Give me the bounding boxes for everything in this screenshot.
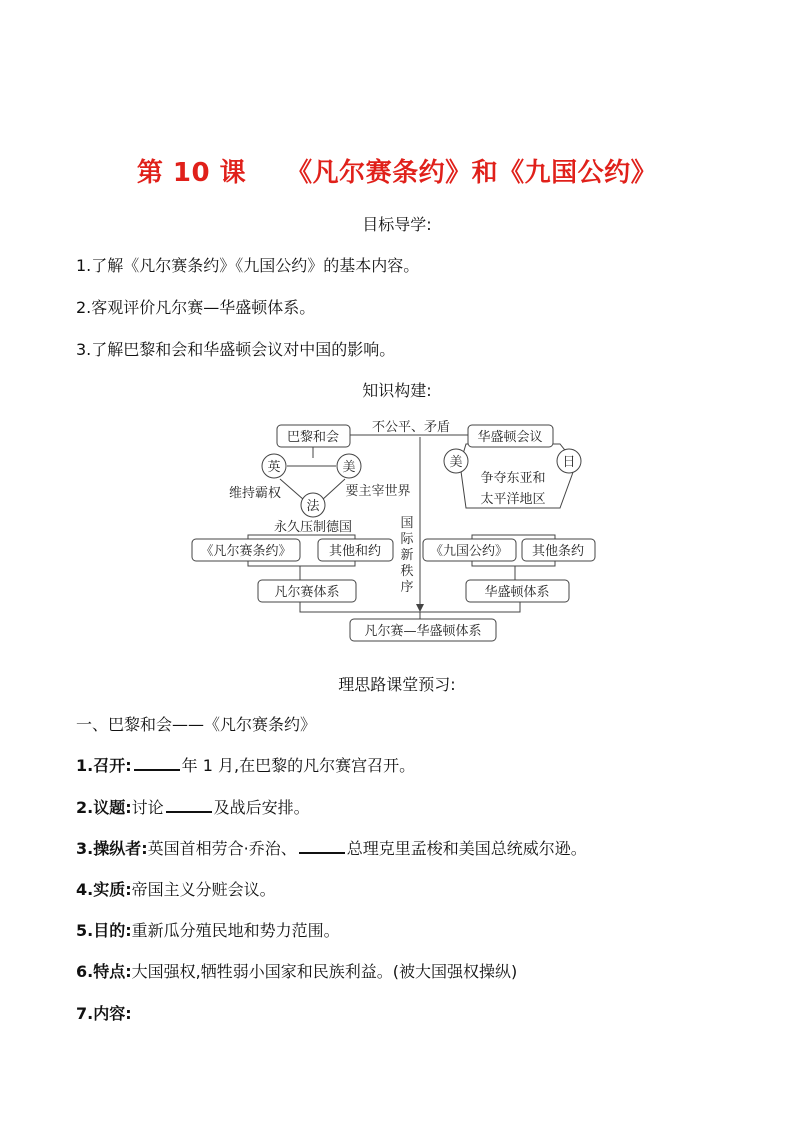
item-content	[76, 1001, 132, 1024]
washington-conference-label: 华盛顿会议	[477, 430, 543, 445]
item-text: 及战后安排。	[213, 798, 310, 817]
paris-conference-label: 巴黎和会	[286, 430, 340, 445]
compete-label-2: 太平洋地区	[480, 492, 546, 507]
intl-order-char: 际	[400, 532, 414, 547]
section-heading: 一、巴黎和会——《凡尔赛条约》	[76, 715, 317, 734]
item-essence	[76, 877, 276, 900]
item-text: 帝国主义分赃会议。	[131, 880, 276, 899]
item-text: 讨论	[131, 798, 164, 817]
item-label: 4.实质:	[76, 880, 132, 899]
item-text: 重新瓜分殖民地和势力范围。	[131, 921, 340, 940]
item-topic	[76, 795, 310, 818]
lesson-number: 第 10 课	[136, 158, 247, 188]
other-pacts-box: 其他条约	[531, 544, 585, 559]
item-text: 年 1 月,在巴黎的凡尔赛宫召开。	[181, 756, 416, 775]
unfair-label: 不公平、矛盾	[371, 420, 451, 435]
item-text: 英国首相劳合·乔治、	[147, 839, 297, 858]
japan-label: 日	[562, 455, 576, 470]
washington-system-box: 华盛顿体系	[484, 585, 550, 600]
goal-item: 2.客观评价凡尔赛—华盛顿体系。	[76, 298, 316, 317]
versailles-system-box: 凡尔赛体系	[274, 585, 340, 600]
suppress-germany-label: 永久压制德国	[273, 520, 353, 535]
item-text: 大国强权,牺牲弱小国家和民族利益。(被大国强权操纵)	[131, 962, 518, 981]
intl-order-char: 新	[400, 548, 414, 563]
fill-blank[interactable]	[134, 755, 180, 771]
intl-order-char: 序	[400, 580, 414, 595]
intl-order-char: 秩	[400, 564, 414, 579]
item-purpose	[76, 918, 340, 941]
fill-blank[interactable]	[166, 797, 212, 813]
item-label: 2.议题:	[76, 798, 132, 817]
versailles-washington-system-box: 凡尔赛—华盛顿体系	[364, 624, 482, 639]
compete-label-1: 争夺东亚和	[480, 471, 546, 486]
other-treaties-box: 其他和约	[328, 544, 382, 559]
item-convene	[76, 753, 415, 776]
us-label: 美	[342, 460, 356, 475]
item-feature	[76, 959, 517, 982]
uk-label: 英	[267, 460, 281, 475]
item-manipulators	[76, 836, 587, 859]
lesson-name: 《凡尔赛条约》和《九国公约》	[286, 158, 658, 188]
item-label: 3.操纵者:	[76, 839, 148, 858]
hegemony-label: 维持霸权	[228, 486, 282, 501]
preview-heading: 理思路课堂预习:	[338, 675, 456, 694]
fill-blank[interactable]	[299, 838, 345, 854]
us-label-2: 美	[449, 455, 463, 470]
item-label: 1.召开:	[76, 756, 132, 775]
dominate-label: 要主宰世界	[345, 484, 411, 499]
item-label: 7.内容:	[76, 1004, 132, 1023]
item-label: 6.特点:	[76, 962, 132, 981]
item-label: 5.目的:	[76, 921, 132, 940]
intl-order-char: 国	[400, 516, 414, 531]
goals-heading: 目标导学:	[362, 215, 432, 234]
item-text: 总理克里孟梭和美国总统威尔逊。	[346, 839, 587, 858]
versailles-treaty-box: 《凡尔赛条约》	[200, 544, 292, 559]
goal-item: 3.了解巴黎和会和华盛顿会议对中国的影响。	[76, 340, 396, 359]
knowledge-heading: 知识构建:	[362, 381, 432, 400]
nine-power-treaty-box: 《九国公约》	[429, 544, 509, 559]
france-label: 法	[306, 499, 320, 514]
goal-item: 1.了解《凡尔赛条约》《九国公约》的基本内容。	[76, 256, 420, 275]
